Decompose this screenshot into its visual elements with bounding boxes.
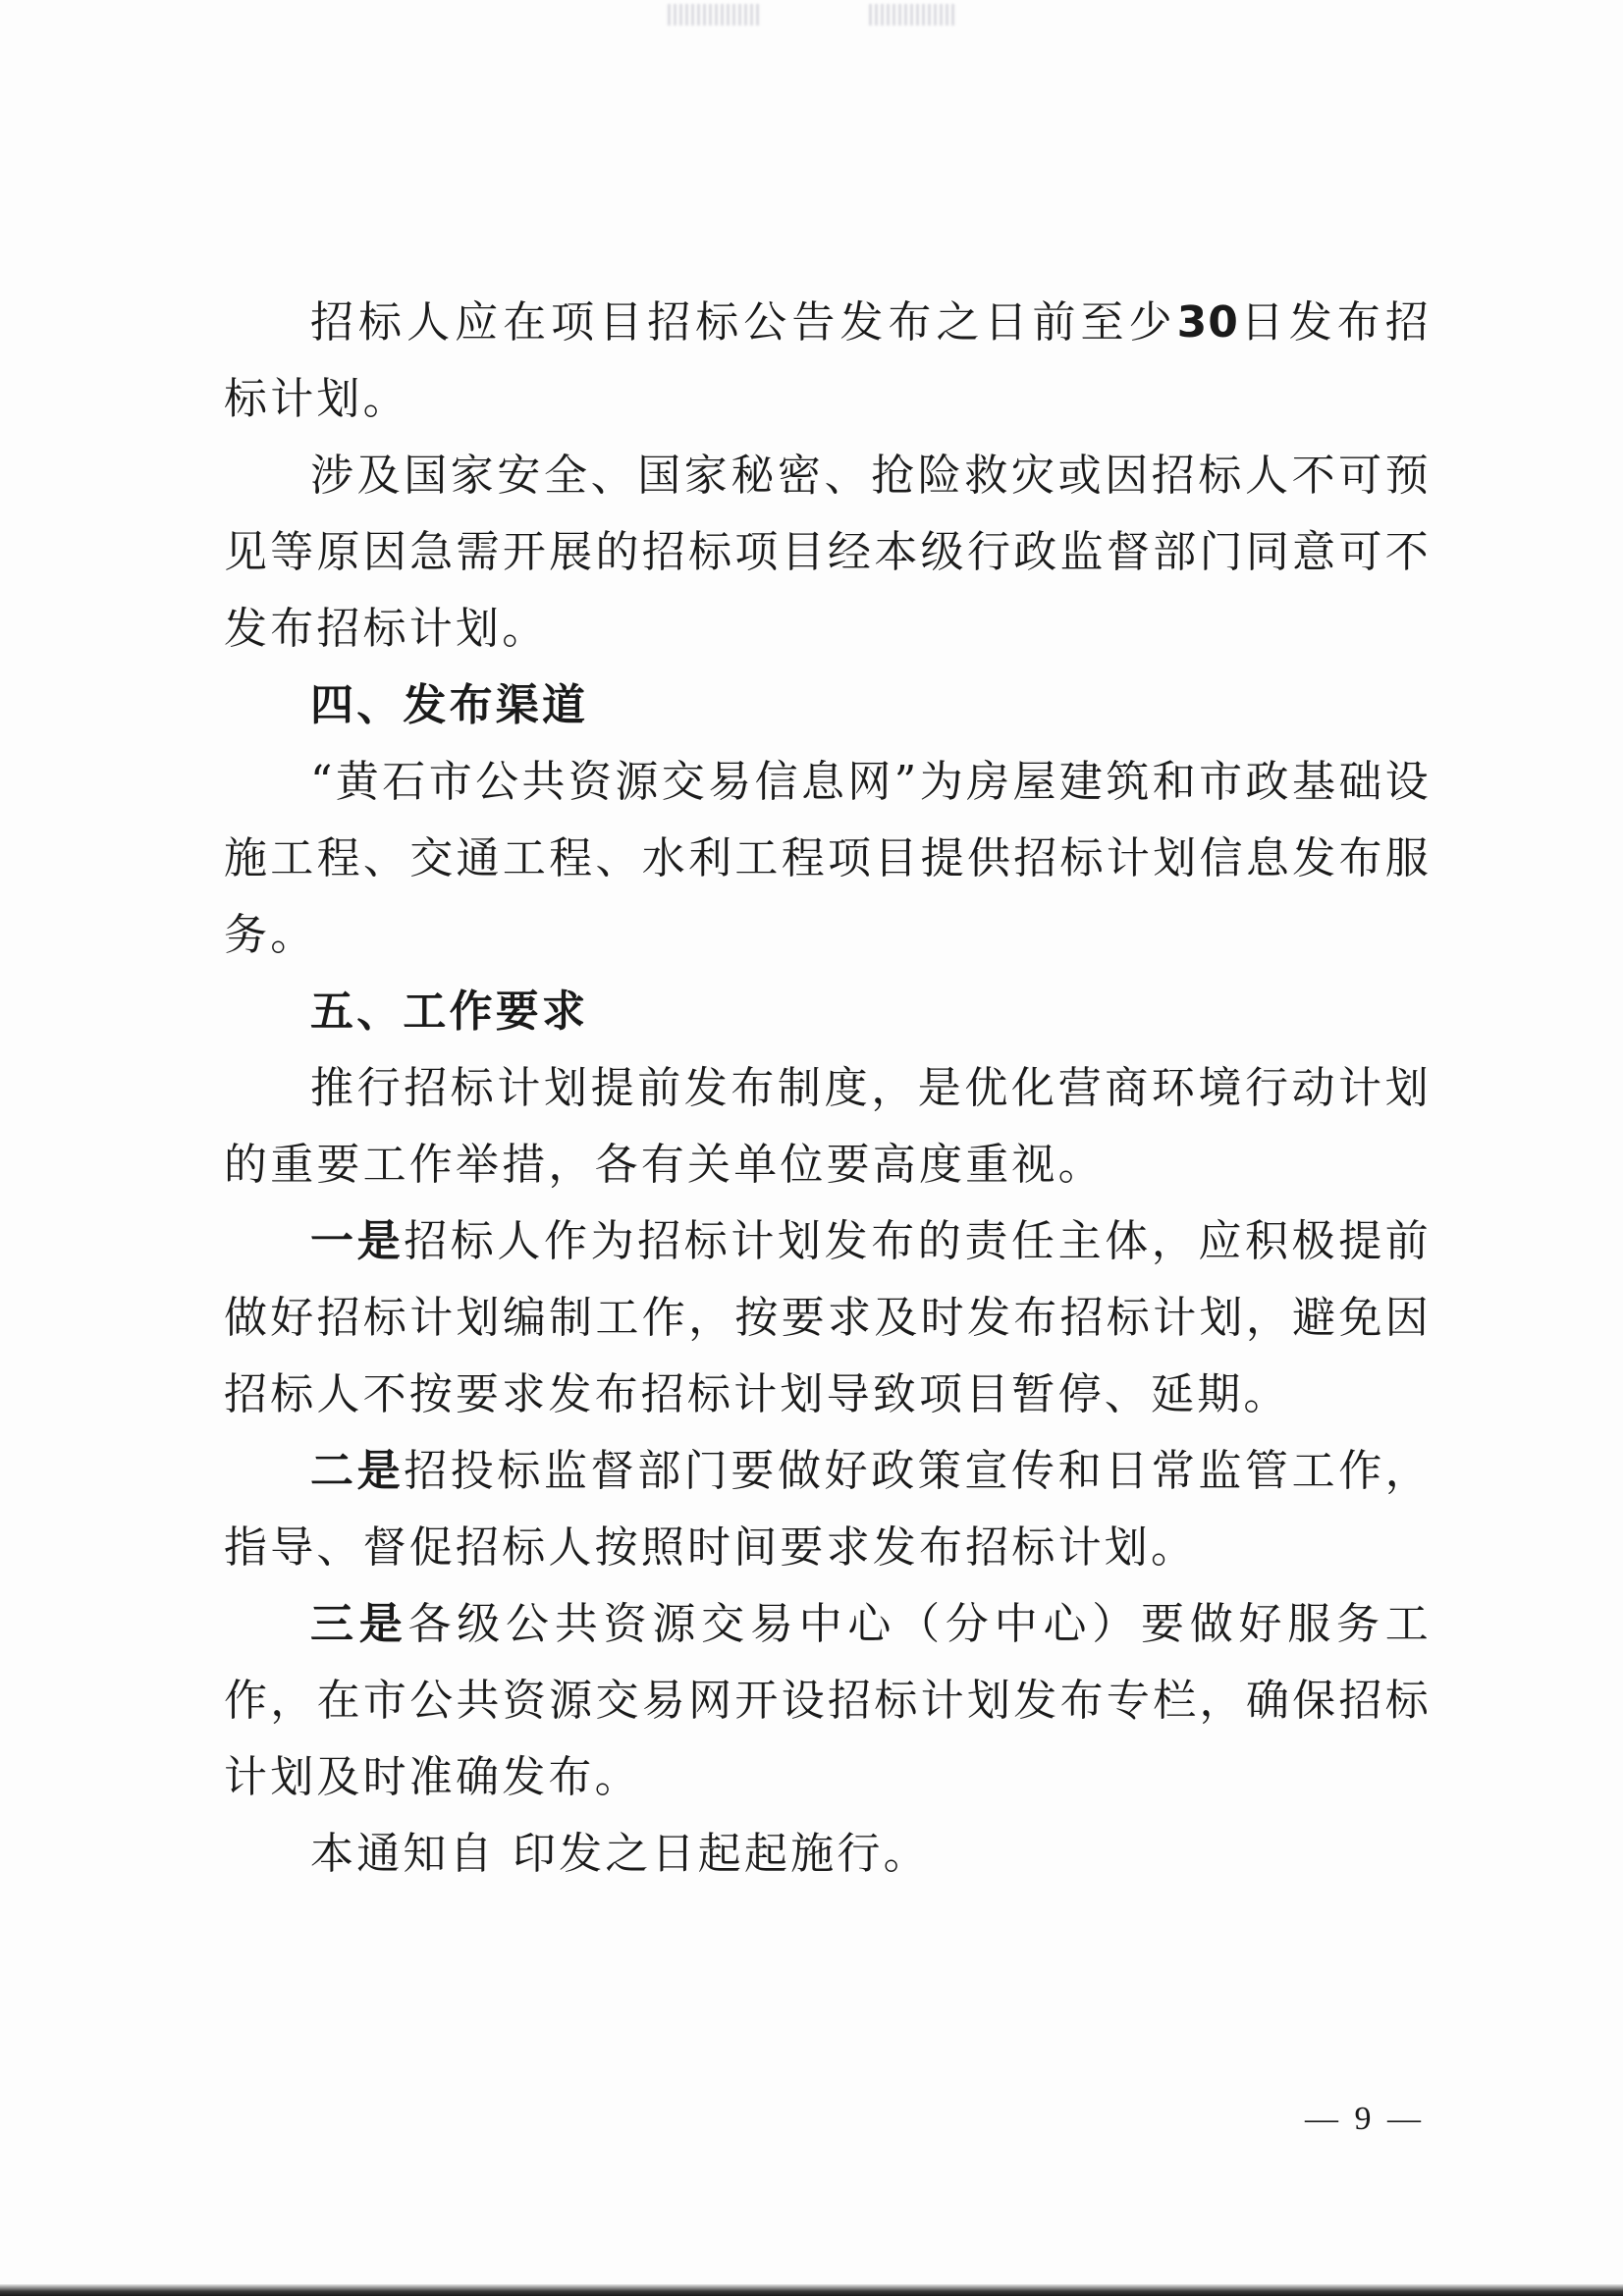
paragraph-requirement-2: 二是招投标监督部门要做好政策宣传和日常监管工作，指导、督促招标人按照时间要求发布招标计划。 bbox=[224, 1446, 1432, 1573]
paragraph-requirement-1: 一是招标人作为招标计划发布的责任主体，应积极提前做好招标计划编制工作，按要求及时发布招标计划，避免因招标人不按要求发布招标计划导致项目暂停、延期。 bbox=[224, 1216, 1432, 1419]
paragraph-requirements-intro: 推行招标计划提前发布制度，是优化营商环境行动计划的重要工作举措，各有关单位要高度重视。 bbox=[224, 1063, 1432, 1190]
page-number: — 9 — bbox=[1305, 2101, 1425, 2137]
section-heading-channel: 四、发布渠道 bbox=[310, 680, 589, 730]
scan-smudge-left bbox=[668, 4, 761, 26]
document-body bbox=[224, 285, 1432, 1893]
paragraph-exemption: 涉及国家安全、国家秘密、抢险救灾或因招标人不可预见等原因急需开展的招标项目经本级行政监督部门同意可不发布招标计划。 bbox=[224, 451, 1432, 654]
paragraph-tender-timing: 招标人应在项目招标公告发布之日前至少30日发布招标计划。 bbox=[224, 297, 1432, 424]
paragraph-requirement-3: 三是各级公共资源交易中心（分中心）要做好服务工作，在市公共资源交易网开设招标计划发布专栏，确保招标计划及时准确发布。 bbox=[224, 1599, 1432, 1802]
scan-bottom-edge bbox=[0, 2284, 1623, 2296]
scan-smudge-right bbox=[869, 4, 957, 26]
paragraph-effective-date: 本通知自 印发之日起起施行。 bbox=[310, 1829, 930, 1879]
section-heading-requirements: 五、工作要求 bbox=[310, 987, 589, 1037]
paragraph-channel: “黄石市公共资源交易信息网”为房屋建筑和市政基础设施工程、交通工程、水利工程项目提供招标计划信息发布服务。 bbox=[224, 757, 1432, 960]
